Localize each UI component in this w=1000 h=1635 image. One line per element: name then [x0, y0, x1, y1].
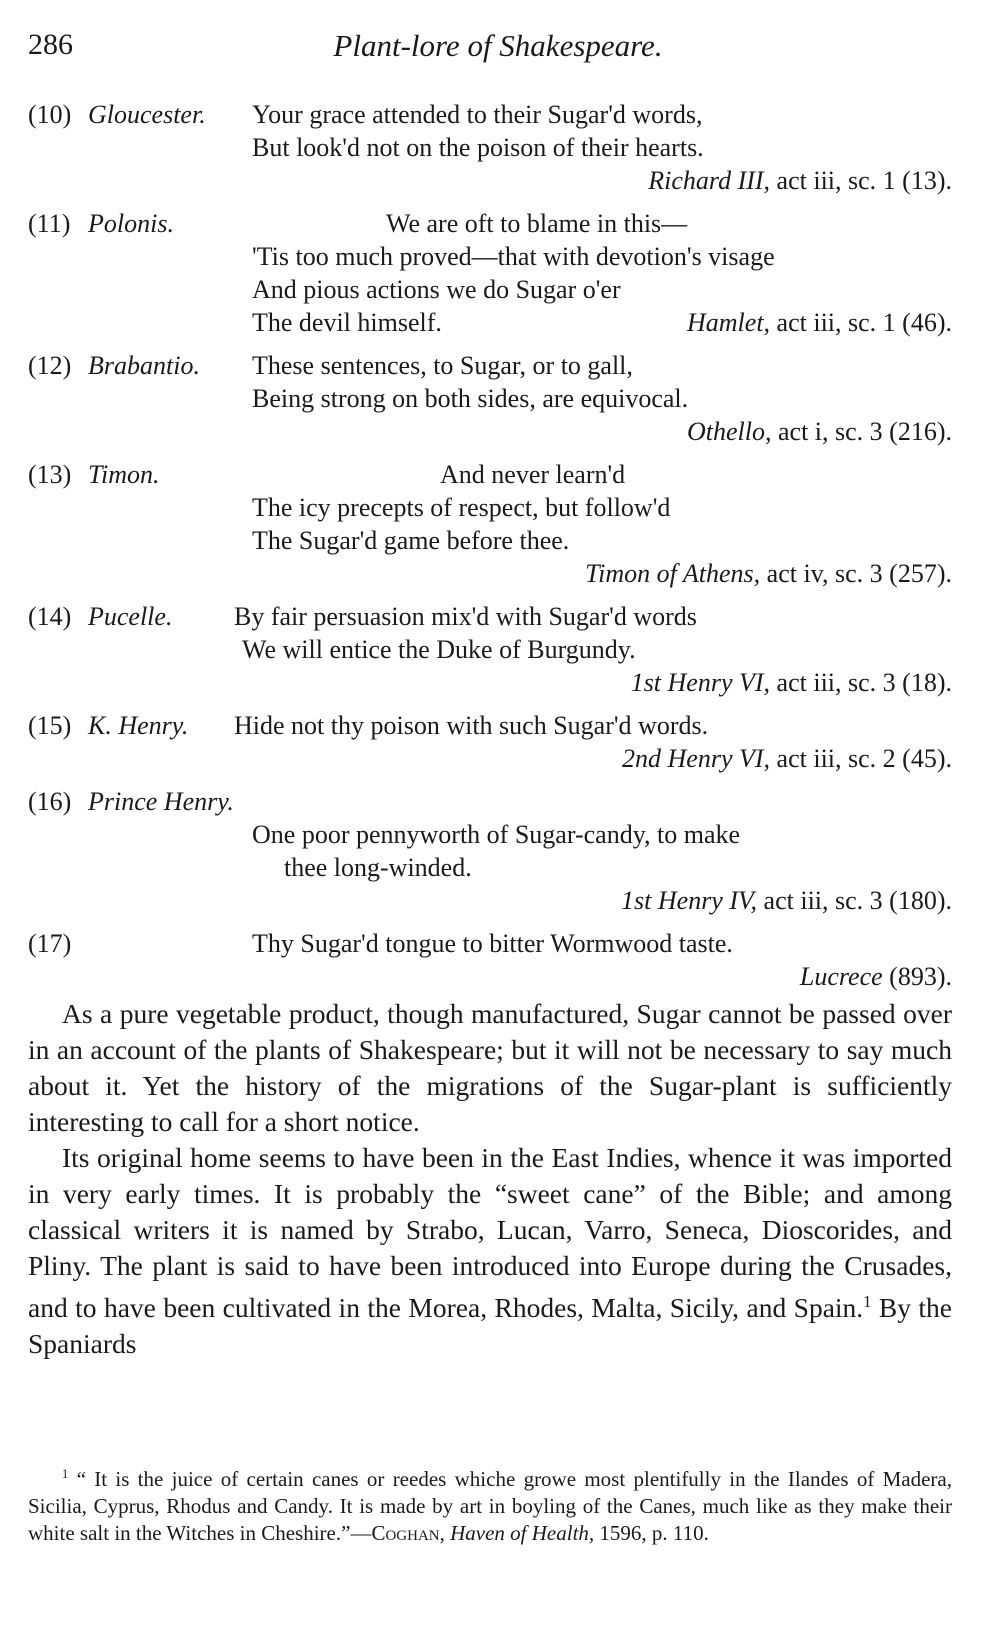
quote-number: (15)	[28, 711, 72, 740]
page-header	[28, 28, 968, 68]
source-title: Richard III,	[648, 166, 771, 195]
quote-source	[28, 415, 952, 448]
quote-source	[28, 164, 952, 197]
paragraph-1: As a pure vegetable product, though manufactured, Sugar cannot be passed over in an account of the plants of Shakespeare; but it will not be necessary to say much about it. Yet the history of the migrations of the Sugar-plant is sufficiently interesting to call for a short notice.	[28, 998, 952, 1137]
footnote-work: Haven of Health,	[450, 1521, 595, 1545]
quote-number: (12)	[28, 351, 72, 380]
quote-10	[28, 98, 952, 197]
quote-13	[28, 458, 952, 590]
quote-line: Being strong on both sides, are equivocal.	[252, 384, 689, 413]
quote-source	[28, 557, 952, 590]
source-reference: act iii, sc. 1 (46).	[770, 308, 952, 337]
source-reference: (893).	[882, 962, 952, 991]
source-title: Hamlet,	[687, 308, 771, 337]
paragraph-2-text: Its original home seems to have been in the East Indies, whence it was imported in very early times. It is probably the “sweet cane” of the Bible; and among classical writers it is named by Strabo, Lucan, Varro, Seneca, Dioscorides, and Pliny. The plant is said to have been introduced into Europe during the Crusades, and to have been cultivated in the Morea, Rhodes, Malta, Sicily, and Spain.	[28, 1142, 952, 1324]
footnote-separator: ,	[439, 1521, 451, 1545]
quote-line: The icy precepts of respect, but follow'd	[252, 493, 671, 522]
footnote-text: “ It is the juice of certain canes or reedes whiche growe most plentifully in the Ilandes of Madera, Sicilia, Cyprus, Rhodus and Candy. It is made by art in boyling of the Canes, much like as they make their white salt in the Witches in Cheshire.”—	[28, 1467, 952, 1545]
quote-line: And pious actions we do Sugar o'er	[252, 275, 621, 304]
page-number: 286	[28, 28, 73, 61]
footnote-author: Coghan	[371, 1521, 440, 1545]
source-reference: act iii, sc. 3 (18).	[770, 668, 952, 697]
source-reference: act iii, sc. 2 (45).	[770, 744, 952, 773]
paragraph-2-tail: By the Spaniards	[28, 1292, 952, 1360]
footnote-mark: 1	[62, 1467, 69, 1481]
quote-source	[28, 884, 952, 917]
quote-number: (13)	[28, 460, 72, 489]
quote-source	[28, 960, 952, 993]
footnote	[28, 1461, 952, 1547]
footnote-reference: 1	[863, 1292, 872, 1311]
quote-line: But look'd not on the poison of their hearts.	[252, 133, 704, 162]
quote-line: Hide not thy poison with such Sugar'd words.	[234, 711, 709, 740]
quote-17	[28, 927, 952, 993]
quote-line: 'Tis too much proved—that with devotion's visage	[252, 242, 775, 271]
quote-12	[28, 349, 952, 448]
footnote-tail: 1596, p. 110.	[594, 1521, 709, 1545]
quote-line: We will entice the Duke of Burgundy.	[242, 635, 636, 664]
quote-line: By fair persuasion mix'd with Sugar'd words	[234, 602, 697, 631]
source-title: 1st Henry VI,	[630, 668, 771, 697]
source-title: Timon of Athens,	[585, 559, 761, 588]
quote-speaker: Gloucester.	[88, 100, 206, 129]
source-reference: act iii, sc. 1 (13).	[770, 166, 952, 195]
source-reference: act i, sc. 3 (216).	[771, 417, 952, 446]
source-reference: act iii, sc. 3 (180).	[757, 886, 952, 915]
quote-speaker: Pucelle.	[88, 602, 173, 631]
quote-line: The Sugar'd game before thee.	[252, 526, 570, 555]
quote-line: The devil himself.	[252, 308, 442, 337]
source-title: Lucrece	[799, 962, 883, 991]
source-reference: act iv, sc. 3 (257).	[760, 559, 952, 588]
quote-source	[28, 742, 952, 775]
quote-line: These sentences, to Sugar, or to gall,	[252, 351, 633, 380]
quote-speaker: Prince Henry.	[88, 787, 234, 816]
quote-speaker: K. Henry.	[88, 711, 189, 740]
quote-speaker	[88, 927, 242, 960]
quote-speaker: Polonis.	[88, 209, 174, 238]
quote-14	[28, 600, 952, 699]
quote-line: We are oft to blame in this—	[386, 209, 688, 238]
quote-line: thee long-winded.	[284, 853, 472, 882]
quote-speaker: Brabantio.	[88, 351, 200, 380]
quote-11	[28, 207, 952, 339]
source-title: 1st Henry IV,	[621, 886, 758, 915]
quote-15	[28, 709, 952, 775]
quote-number: (16)	[28, 787, 72, 816]
quote-line: Thy Sugar'd tongue to bitter Wormwood taste.	[252, 929, 733, 958]
source-title: Othello,	[686, 417, 772, 446]
quote-line: Your grace attended to their Sugar'd words,	[252, 100, 703, 129]
quote-number: (17)	[28, 929, 72, 958]
quote-number: (11)	[28, 209, 71, 238]
quote-source	[687, 306, 952, 339]
quote-16	[28, 785, 952, 917]
paragraph-2	[28, 1140, 952, 1362]
quote-number: (10)	[28, 100, 72, 129]
source-title: 2nd Henry VI,	[622, 744, 771, 773]
running-title: Plant-lore of Shakespeare.	[333, 28, 663, 63]
quote-speaker: Timon.	[88, 460, 160, 489]
quote-number: (14)	[28, 602, 72, 631]
quote-source	[28, 666, 952, 699]
quote-line: And never learn'd	[440, 460, 626, 489]
body-text	[28, 996, 952, 1362]
quote-line: One poor pennyworth of Sugar-candy, to make	[252, 820, 741, 849]
quotation-list	[28, 98, 952, 1003]
